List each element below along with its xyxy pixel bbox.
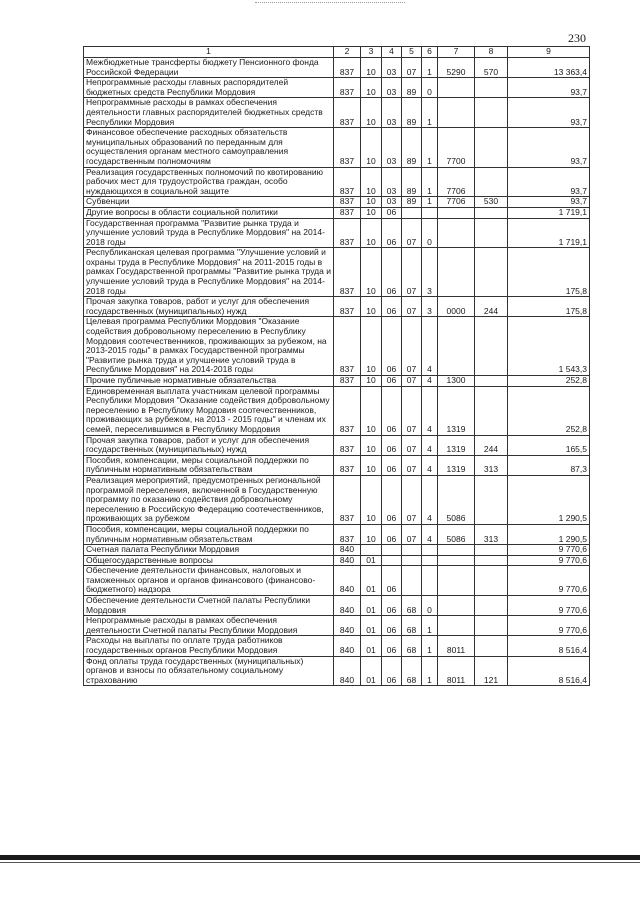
program-code: 07 [402, 218, 422, 248]
subprogram-code: 4 [422, 317, 438, 376]
program-code [402, 555, 422, 566]
row-amount: 9 770,6 [508, 545, 590, 556]
direction-code [438, 596, 475, 616]
expense-type-code [475, 555, 508, 566]
row-name: Прочая закупка товаров, работ и услуг для обеспечения государственных (муниципальных) нужд [84, 435, 334, 455]
expense-type-code [475, 545, 508, 556]
row-name: Непрограммные расходы в рамках обеспечения деятельности главных распорядителей бюджетных средств Республики Мордовия [84, 98, 334, 128]
column-header-1: 1 [84, 47, 334, 58]
admin-code: 837 [334, 317, 361, 376]
subsection-code: 06 [382, 207, 402, 218]
section-code: 10 [361, 218, 382, 248]
row-amount: 8 516,4 [508, 656, 590, 686]
row-amount: 93,7 [508, 78, 590, 98]
subsection-code: 06 [382, 636, 402, 656]
subprogram-code: 3 [422, 297, 438, 317]
expense-type-code [475, 248, 508, 297]
program-code [402, 207, 422, 218]
section-code: 01 [361, 616, 382, 636]
admin-code: 837 [334, 167, 361, 197]
section-code: 10 [361, 455, 382, 475]
subprogram-code: 1 [422, 616, 438, 636]
direction-code [438, 248, 475, 297]
admin-code: 837 [334, 58, 361, 78]
expense-type-code [475, 218, 508, 248]
row-name: Пособия, компенсации, меры социальной поддержки по публичным нормативным обязательствам [84, 524, 334, 544]
subprogram-code: 1 [422, 167, 438, 197]
direction-code: 5086 [438, 524, 475, 544]
subsection-code: 03 [382, 98, 402, 128]
direction-code [438, 218, 475, 248]
subprogram-code: 3 [422, 248, 438, 297]
section-code: 10 [361, 128, 382, 167]
admin-code: 840 [334, 545, 361, 556]
subsection-code: 06 [382, 616, 402, 636]
section-code: 10 [361, 78, 382, 98]
subprogram-code: 1 [422, 98, 438, 128]
subsection-code: 06 [382, 435, 402, 455]
row-name: Прочая закупка товаров, работ и услуг для обеспечения государственных (муниципальных) нужд [84, 297, 334, 317]
expense-type-code [475, 616, 508, 636]
program-code: 07 [402, 524, 422, 544]
subprogram-code: 1 [422, 636, 438, 656]
expense-type-code [475, 207, 508, 218]
table-row [84, 128, 590, 167]
admin-code: 840 [334, 656, 361, 686]
table-row [84, 656, 590, 686]
admin-code: 837 [334, 248, 361, 297]
direction-code [438, 555, 475, 566]
column-header-2: 2 [334, 47, 361, 58]
direction-code: 7706 [438, 167, 475, 197]
row-name: Единовременная выплата участникам целевой программы Республики Мордовия "Оказание содействия добровольному переселению в Республику Мордовия соотечественников, проживающих за рубежом, на 2013 - 2015 годы" и членам их семей, переселившимся в Республику Мордовия [84, 386, 334, 435]
row-amount: 1 719,1 [508, 218, 590, 248]
subprogram-code: 4 [422, 376, 438, 387]
row-amount: 13 363,4 [508, 58, 590, 78]
section-code: 10 [361, 167, 382, 197]
subsection-code: 06 [382, 656, 402, 686]
program-code: 07 [402, 386, 422, 435]
row-name: Счетная палата Республики Мордовия [84, 545, 334, 556]
admin-code: 837 [334, 207, 361, 218]
subprogram-code [422, 207, 438, 218]
section-code: 10 [361, 197, 382, 208]
row-name: Обеспечение деятельности Счетной палаты Республики Мордовия [84, 596, 334, 616]
column-header-8: 8 [475, 47, 508, 58]
direction-code [438, 317, 475, 376]
admin-code: 837 [334, 197, 361, 208]
admin-code: 837 [334, 297, 361, 317]
section-code [361, 545, 382, 556]
section-code: 01 [361, 596, 382, 616]
expense-type-code [475, 475, 508, 524]
direction-code: 1319 [438, 386, 475, 435]
expense-type-code: 244 [475, 297, 508, 317]
table-row [84, 566, 590, 596]
column-header-3: 3 [361, 47, 382, 58]
section-code: 10 [361, 207, 382, 218]
subprogram-code: 1 [422, 128, 438, 167]
row-amount: 252,8 [508, 386, 590, 435]
row-amount: 252,8 [508, 376, 590, 387]
expense-type-code [475, 386, 508, 435]
direction-code: 8011 [438, 636, 475, 656]
expense-type-code [475, 566, 508, 596]
program-code [402, 545, 422, 556]
direction-code: 5290 [438, 58, 475, 78]
subprogram-code: 4 [422, 435, 438, 455]
table-row [84, 616, 590, 636]
section-code: 01 [361, 566, 382, 596]
row-amount: 9 770,6 [508, 596, 590, 616]
expense-type-code: 244 [475, 435, 508, 455]
row-name: Межбюджетные трансферты бюджету Пенсионного фонда Российской Федерации [84, 58, 334, 78]
row-name: Реализация государственных полномочий по квотированию рабочих мест для трудоустройства граждан, особо нуждающихся в социальной защите [84, 167, 334, 197]
direction-code: 1319 [438, 435, 475, 455]
subsection-code: 06 [382, 248, 402, 297]
subprogram-code: 1 [422, 197, 438, 208]
row-name: Общегосударственные вопросы [84, 555, 334, 566]
program-code: 07 [402, 376, 422, 387]
direction-code: 0000 [438, 297, 475, 317]
row-name: Пособия, компенсации, меры социальной поддержки по публичным нормативным обязательствам [84, 455, 334, 475]
direction-code [438, 566, 475, 596]
subsection-code: 06 [382, 317, 402, 376]
expense-type-code: 313 [475, 455, 508, 475]
scan-bottom-bar [0, 855, 640, 860]
table-row [84, 524, 590, 544]
admin-code: 840 [334, 566, 361, 596]
row-name: Другие вопросы в области социальной политики [84, 207, 334, 218]
direction-code [438, 207, 475, 218]
row-name: Фонд оплаты труда государственных (муниципальных) органов и взносы по обязательному социальному страхованию [84, 656, 334, 686]
column-header-9: 9 [508, 47, 590, 58]
section-code: 10 [361, 317, 382, 376]
row-amount: 93,7 [508, 167, 590, 197]
table-row [84, 555, 590, 566]
row-amount: 9 770,6 [508, 566, 590, 596]
row-name: Прочие публичные нормативные обязательства [84, 376, 334, 387]
table-row [84, 78, 590, 98]
expense-type-code: 313 [475, 524, 508, 544]
program-code: 07 [402, 58, 422, 78]
row-name: Республиканская целевая программа "Улучшение условий и охраны труда в Республике Мордовия" на 2011-2015 годы в рамках Государственной программы "Развитие рынка труда и улучшение условий труда в Республике Мордовия" на 2014-2018 годы [84, 248, 334, 297]
admin-code: 840 [334, 616, 361, 636]
scan-bottom-line [0, 862, 640, 863]
subprogram-code: 4 [422, 455, 438, 475]
subsection-code: 06 [382, 297, 402, 317]
direction-code [438, 78, 475, 98]
table-row [84, 197, 590, 208]
direction-code: 8011 [438, 656, 475, 686]
subprogram-code [422, 566, 438, 596]
row-amount: 93,7 [508, 128, 590, 167]
expense-type-code [475, 98, 508, 128]
section-code: 01 [361, 636, 382, 656]
admin-code: 837 [334, 218, 361, 248]
table-row [84, 58, 590, 78]
row-amount: 9 770,6 [508, 555, 590, 566]
subprogram-code: 0 [422, 596, 438, 616]
table-row [84, 545, 590, 556]
direction-code: 5086 [438, 475, 475, 524]
admin-code: 840 [334, 555, 361, 566]
program-code: 89 [402, 78, 422, 98]
subsection-code: 03 [382, 78, 402, 98]
row-name: Государственная программа "Развитие рынка труда и улучшение условий труда в Республике Мордовия" на 2014-2018 годы [84, 218, 334, 248]
column-header-7: 7 [438, 47, 475, 58]
row-name: Расходы на выплаты по оплате труда работников государственных органов Республики Мордовия [84, 636, 334, 656]
row-amount: 93,7 [508, 197, 590, 208]
budget-table [83, 46, 590, 686]
admin-code: 837 [334, 475, 361, 524]
row-amount: 9 770,6 [508, 616, 590, 636]
table-row [84, 207, 590, 218]
subsection-code: 06 [382, 524, 402, 544]
section-code: 10 [361, 376, 382, 387]
subsection-code: 06 [382, 455, 402, 475]
table-row [84, 218, 590, 248]
row-name: Финансовое обеспечение расходных обязательств муниципальных образований по переданным для осуществления органам местного самоуправления государственным полномочиям [84, 128, 334, 167]
row-amount: 175,8 [508, 248, 590, 297]
section-code: 10 [361, 98, 382, 128]
subsection-code: 03 [382, 58, 402, 78]
row-name: Непрограммные расходы в рамках обеспечения деятельности Счетной палаты Республики Мордовия [84, 616, 334, 636]
admin-code: 837 [334, 524, 361, 544]
row-name: Обеспечение деятельности финансовых, налоговых и таможенных органов и органов финансового (финансово-бюджетного) надзора [84, 566, 334, 596]
subprogram-code: 4 [422, 475, 438, 524]
section-code: 10 [361, 524, 382, 544]
row-amount: 1 290,5 [508, 524, 590, 544]
section-code: 10 [361, 58, 382, 78]
row-amount: 87,3 [508, 455, 590, 475]
section-code: 10 [361, 435, 382, 455]
expense-type-code [475, 596, 508, 616]
subsection-code: 06 [382, 475, 402, 524]
row-name: Непрограммные расходы главных распорядителей бюджетных средств Республики Мордовия [84, 78, 334, 98]
column-header-5: 5 [402, 47, 422, 58]
admin-code: 837 [334, 376, 361, 387]
row-name: Целевая программа Республики Мордовия "Оказание содействия добровольному переселению в Республику Мордовия соотечественников, проживающих за рубежом, на 2013-2015 годы" в рамках Государственной программы "Развитие рынка труда и улучшение условий труда в Республике Мордовия" на 2014-2018 годы [84, 317, 334, 376]
admin-code: 837 [334, 128, 361, 167]
expense-type-code [475, 128, 508, 167]
table-row [84, 376, 590, 387]
admin-code: 837 [334, 455, 361, 475]
direction-code: 1300 [438, 376, 475, 387]
program-code: 07 [402, 297, 422, 317]
subprogram-code [422, 555, 438, 566]
table-row [84, 455, 590, 475]
row-name: Реализация мероприятий, предусмотренных региональной программой переселения, включенной в Государственную программу по оказанию содействия добровольному переселению в Российскую Федерацию соотечественников, проживающих за рубежом [84, 475, 334, 524]
expense-type-code: 570 [475, 58, 508, 78]
direction-code: 1319 [438, 455, 475, 475]
expense-type-code: 121 [475, 656, 508, 686]
admin-code: 840 [334, 636, 361, 656]
subsection-code: 06 [382, 218, 402, 248]
section-code: 01 [361, 656, 382, 686]
header-row [84, 47, 590, 58]
table-row [84, 317, 590, 376]
expense-type-code [475, 317, 508, 376]
row-amount: 1 543,3 [508, 317, 590, 376]
subsection-code [382, 555, 402, 566]
row-amount: 1 290,5 [508, 475, 590, 524]
table-body [84, 58, 590, 686]
row-amount: 175,8 [508, 297, 590, 317]
program-code: 68 [402, 616, 422, 636]
program-code: 89 [402, 98, 422, 128]
row-amount: 1 719,1 [508, 207, 590, 218]
program-code [402, 566, 422, 596]
subprogram-code: 4 [422, 524, 438, 544]
expense-type-code [475, 167, 508, 197]
program-code: 89 [402, 197, 422, 208]
subsection-code: 03 [382, 128, 402, 167]
row-amount: 165,5 [508, 435, 590, 455]
admin-code: 837 [334, 78, 361, 98]
table-row [84, 596, 590, 616]
subprogram-code: 4 [422, 386, 438, 435]
column-header-4: 4 [382, 47, 402, 58]
subsection-code: 06 [382, 386, 402, 435]
program-code: 07 [402, 475, 422, 524]
program-code: 89 [402, 167, 422, 197]
expense-type-code [475, 78, 508, 98]
direction-code [438, 98, 475, 128]
subsection-code [382, 545, 402, 556]
expense-type-code: 530 [475, 197, 508, 208]
section-code: 10 [361, 386, 382, 435]
table-row [84, 475, 590, 524]
subprogram-code: 0 [422, 218, 438, 248]
admin-code: 837 [334, 386, 361, 435]
page-number: 230 [568, 31, 586, 45]
program-code: 68 [402, 596, 422, 616]
row-name: Субвенции [84, 197, 334, 208]
row-amount: 93,7 [508, 98, 590, 128]
program-code: 07 [402, 248, 422, 297]
expense-type-code [475, 636, 508, 656]
table-row [84, 435, 590, 455]
subsection-code: 06 [382, 566, 402, 596]
program-code: 68 [402, 636, 422, 656]
direction-code [438, 545, 475, 556]
program-code: 68 [402, 656, 422, 686]
section-code: 10 [361, 297, 382, 317]
program-code: 07 [402, 435, 422, 455]
section-code: 01 [361, 555, 382, 566]
table-row [84, 167, 590, 197]
subprogram-code: 1 [422, 656, 438, 686]
subsection-code: 06 [382, 376, 402, 387]
subsection-code: 03 [382, 197, 402, 208]
admin-code: 837 [334, 98, 361, 128]
scan-top-marks [255, 2, 405, 6]
section-code: 10 [361, 248, 382, 297]
expense-type-code [475, 376, 508, 387]
direction-code [438, 616, 475, 636]
subprogram-code [422, 545, 438, 556]
section-code: 10 [361, 475, 382, 524]
subsection-code: 03 [382, 167, 402, 197]
table-row [84, 386, 590, 435]
program-code: 89 [402, 128, 422, 167]
admin-code: 840 [334, 596, 361, 616]
subsection-code: 06 [382, 596, 402, 616]
admin-code: 837 [334, 435, 361, 455]
subprogram-code: 1 [422, 58, 438, 78]
table-row [84, 98, 590, 128]
subprogram-code: 0 [422, 78, 438, 98]
table-row [84, 297, 590, 317]
direction-code: 7700 [438, 128, 475, 167]
table-row [84, 248, 590, 297]
column-header-6: 6 [422, 47, 438, 58]
row-amount: 8 516,4 [508, 636, 590, 656]
direction-code: 7706 [438, 197, 475, 208]
program-code: 07 [402, 317, 422, 376]
program-code: 07 [402, 455, 422, 475]
table-row [84, 636, 590, 656]
